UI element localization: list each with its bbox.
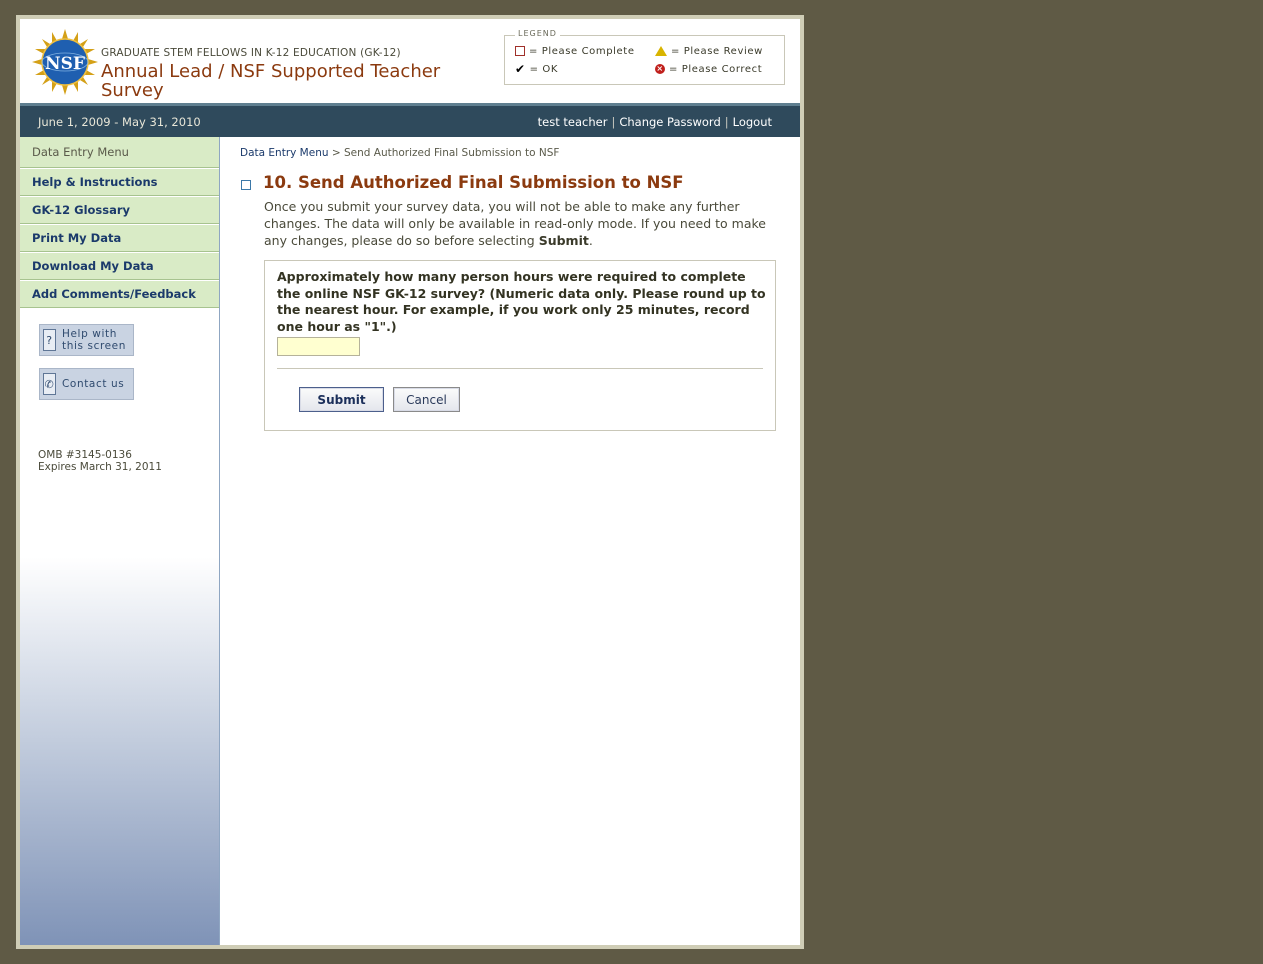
error-icon: × bbox=[656, 64, 664, 73]
logout-link[interactable]: Logout bbox=[732, 115, 772, 129]
nsf-logo bbox=[32, 29, 98, 95]
sidebar bbox=[20, 137, 220, 945]
breadcrumb-data-entry-menu[interactable]: Data Entry Menu bbox=[240, 147, 329, 159]
submit-button[interactable]: Submit bbox=[299, 387, 384, 412]
warning-icon bbox=[655, 46, 667, 56]
please-complete-icon bbox=[515, 46, 525, 56]
legend-title: LEGEND bbox=[515, 29, 560, 38]
page bbox=[20, 19, 800, 945]
checkmark-icon: ✔ bbox=[515, 62, 526, 76]
legend-complete: = Please Complete bbox=[515, 46, 635, 57]
breadcrumb bbox=[240, 147, 559, 159]
hours-input[interactable] bbox=[277, 337, 360, 356]
divider bbox=[277, 368, 763, 369]
user-name-link[interactable]: test teacher bbox=[537, 115, 608, 129]
sidebar-item-glossary[interactable]: GK-12 Glossary bbox=[20, 196, 219, 224]
legend-correct: × = Please Correct bbox=[656, 64, 763, 75]
header bbox=[20, 19, 800, 103]
sidebar-item-help-instructions[interactable]: Help & Instructions bbox=[20, 168, 219, 196]
legend bbox=[504, 29, 785, 85]
page-frame bbox=[16, 15, 804, 949]
cancel-button[interactable]: Cancel bbox=[393, 387, 460, 412]
legend-review: = Please Review bbox=[655, 46, 763, 57]
program-title: GRADUATE STEM FELLOWS IN K-12 EDUCATION (GK-12) bbox=[101, 47, 401, 59]
top-bar bbox=[20, 103, 800, 137]
section-title: 10. Send Authorized Final Submission to NSF bbox=[263, 173, 684, 192]
omb-info: OMB #3145-0136 Expires March 31, 2011 bbox=[38, 449, 162, 473]
intro-text: Once you submit your survey data, you will not be able to make any further changes. The data will only be available in read-only mode. If you need to make any changes, please do so before selecting Submit. bbox=[264, 199, 766, 248]
question-box bbox=[264, 260, 776, 431]
phone-icon: ✆ bbox=[43, 373, 56, 395]
sidebar-menu-heading: Data Entry Menu bbox=[20, 137, 219, 168]
legend-ok: ✔ = OK bbox=[515, 62, 559, 76]
contact-us-button[interactable]: ✆ Contact us bbox=[39, 368, 134, 400]
page-title: Annual Lead / NSF Supported Teacher Survey bbox=[101, 61, 441, 101]
change-password-link[interactable]: Change Password bbox=[619, 115, 721, 129]
help-with-screen-button[interactable]: ? Help with this screen bbox=[39, 324, 134, 356]
please-complete-icon bbox=[241, 180, 251, 190]
sidebar-item-comments-feedback[interactable]: Add Comments/Feedback bbox=[20, 280, 219, 308]
date-range: June 1, 2009 - May 31, 2010 bbox=[38, 115, 201, 129]
breadcrumb-current: > Send Authorized Final Submission to NSF bbox=[331, 147, 560, 159]
sidebar-item-download-data[interactable]: Download My Data bbox=[20, 252, 219, 280]
svg-text:NSF: NSF bbox=[45, 54, 85, 74]
main-content bbox=[221, 137, 800, 945]
question-icon: ? bbox=[43, 329, 56, 351]
question-text: Approximately how many person hours were required to complete the online NSF GK-12 survey? (Numeric data only. Please round up to the nearest hour. For example, if you work only 25 minutes, record one hour as "1".) bbox=[277, 269, 766, 334]
user-links: test teacher | Change Password | Logout bbox=[537, 115, 772, 129]
sidebar-item-print-data[interactable]: Print My Data bbox=[20, 224, 219, 252]
